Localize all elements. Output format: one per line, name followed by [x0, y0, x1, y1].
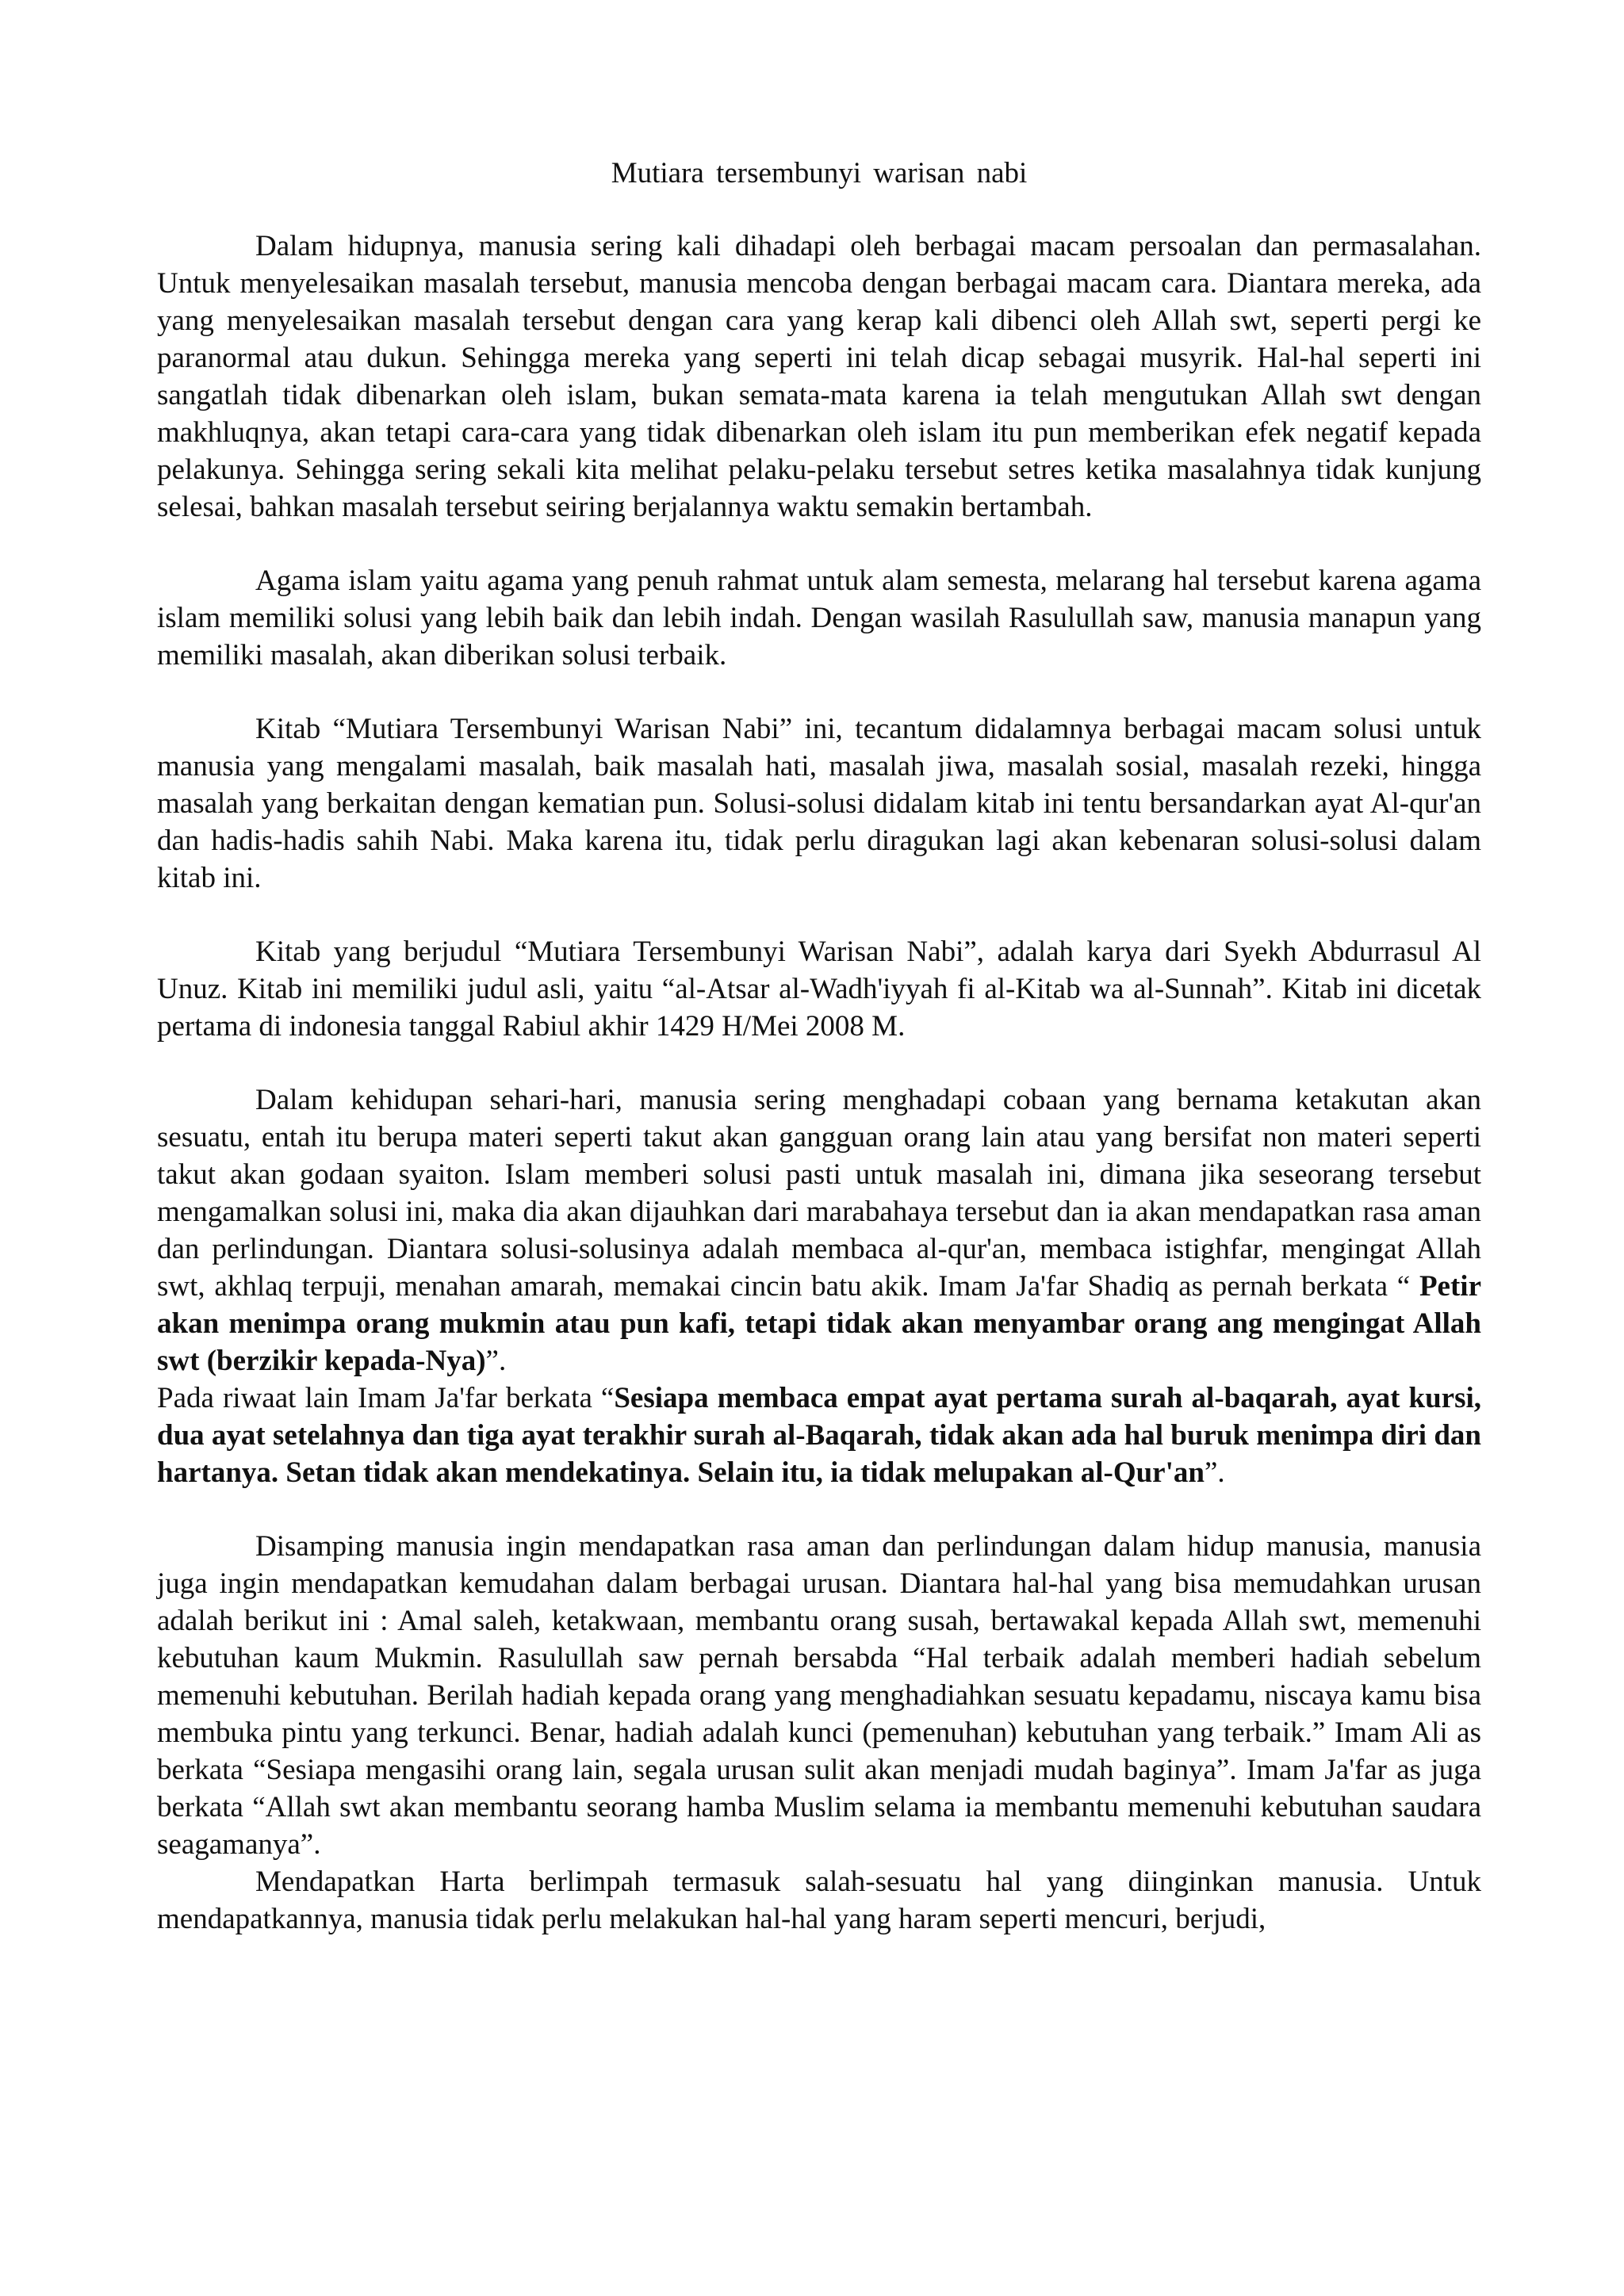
paragraph-6-end: ”.	[1204, 1456, 1225, 1489]
paragraph-7: Disamping manusia ingin mendapatkan rasa aman dan perlindungan dalam hidup manusia, manusia juga ingin mendapatkan kemudahan dalam berbagai urusan. Diantara hal-hal yang bisa memudahkan urusan adalah berikut ini : Amal saleh, ketakwaan, membantu orang susah, bertawakal kepada Allah swt, memenuhi kebutuhan kaum Mukmin. Rasulullah saw pernah bersabda “Hal terbaik adalah memberi hadiah sebelum memenuhi kebutuhan. Berilah hadiah kepada orang yang menghadiahkan sesuatu kepadamu, niscaya kamu bisa membuka pintu yang terkunci. Benar, hadiah adalah kunci (pemenuhan) kebutuhan yang terbaik.” Imam Ali as berkata “Sesiapa mengasihi orang lain, segala urusan sulit akan menjadi mudah baginya”. Imam Ja'far as juga berkata “Allah swt akan membantu seorang hamba Muslim selama ia membantu memenuhi kebutuhan saudara seagamanya”.	[157, 1530, 1481, 1861]
paragraph-5-text: Dalam kehidupan sehari-hari, manusia sering menghadapi cobaan yang bernama ketakutan akan sesuatu, entah itu berupa materi seperti takut akan gangguan orang lain atau yang bersifat non materi seperti takut akan godaan syaiton. Islam memberi solusi pasti untuk masalah ini, dimana jika seseorang tersebut mengamalkan solusi ini, maka dia akan dijauhkan dari marabahaya tersebut dan ia akan mendapatkan rasa aman dan perlindungan. Diantara solusi-solusinya adalah membaca al-qur'an, membaca istighfar, mengingat Allah swt, akhlaq terpuji, menahan amarah, memakai cincin batu akik. Imam Ja'far Shadiq as pernah berkata “	[157, 1084, 1481, 1303]
paragraph-5	[157, 1081, 1481, 1380]
paragraph-6-text: Pada riwaat lain Imam Ja'far berkata “	[157, 1382, 615, 1414]
paragraph-6	[157, 1380, 1481, 1491]
paragraph-6-quote: Sesiapa membaca empat ayat pertama surah al-baqarah, ayat kursi, dua ayat setelahnya dan tiga ayat terakhir surah al-Baqarah, tidak akan ada hal buruk menimpa diri dan hartanya. Setan tidak akan mendekatinya. Selain itu, ia tidak melupakan al-Qur'an	[157, 1382, 1481, 1489]
paragraph-3: Kitab “Mutiara Tersembunyi Warisan Nabi” ini, tecantum didalamnya berbagai macam solusi untuk manusia yang mengalami masalah, baik masalah hati, masalah jiwa, masalah sosial, masalah rezeki, hingga masalah yang berkaitan dengan kematian pun. Solusi-solusi didalam kitab ini tentu bersandarkan ayat Al-qur'an dan hadis-hadis sahih Nabi. Maka karena itu, tidak perlu diragukan lagi akan kebenaran solusi-solusi dalam kitab ini.	[157, 713, 1481, 894]
paragraph-1: Dalam hidupnya, manusia sering kali dihadapi oleh berbagai macam persoalan dan permasalahan. Untuk menyelesaikan masalah tersebut, manusia mencoba dengan berbagai macam cara. Diantara mereka, ada yang menyelesaikan masalah tersebut dengan cara yang kerap kali dibenci oleh Allah swt, seperti pergi ke paranormal atau dukun. Sehingga mereka yang seperti ini telah dicap sebagai musyrik. Hal-hal seperti ini sangatlah tidak dibenarkan oleh islam, bukan semata-mata karena ia telah mengutukan Allah swt dengan makhluqnya, akan tetapi cara-cara yang tidak dibenarkan oleh islam itu pun memberikan efek negatif kepada pelakunya. Sehingga sering sekali kita melihat pelaku-pelaku tersebut setres ketika masalahnya tidak kunjung selesai, bahkan masalah tersebut seiring berjalannya waktu semakin bertambah.	[157, 230, 1481, 523]
document-title: Mutiara tersembunyi warisan nabi	[611, 157, 1028, 189]
paragraph-2: Agama islam yaitu agama yang penuh rahmat untuk alam semesta, melarang hal tersebut karena agama islam memiliki solusi yang lebih baik dan lebih indah. Dengan wasilah Rasulullah saw, manusia manapun yang memiliki masalah, akan diberikan solusi terbaik.	[157, 564, 1481, 672]
paragraph-8: Mendapatkan Harta berlimpah termasuk salah-sesuatu hal yang diinginkan manusia. Untuk mendapatkannya, manusia tidak perlu melakukan hal-hal yang haram seperti mencuri, berjudi,	[157, 1866, 1481, 1935]
paragraph-4: Kitab yang berjudul “Mutiara Tersembunyi Warisan Nabi”, adalah karya dari Syekh Abdurrasul Al Unuz. Kitab ini memiliki judul asli, yaitu “al-Atsar al-Wadh'iyyah fi al-Kitab wa al-Sunnah”. Kitab ini dicetak pertama di indonesia tanggal Rabiul akhir 1429 H/Mei 2008 M.	[157, 936, 1481, 1043]
paragraph-5-quote: Petir akan menimpa orang mukmin atau pun kafi, tetapi tidak akan menyambar orang ang mengingat Allah swt (berzikir kepada-Nya)	[157, 1270, 1481, 1377]
paragraph-5-end: ”.	[485, 1345, 507, 1377]
